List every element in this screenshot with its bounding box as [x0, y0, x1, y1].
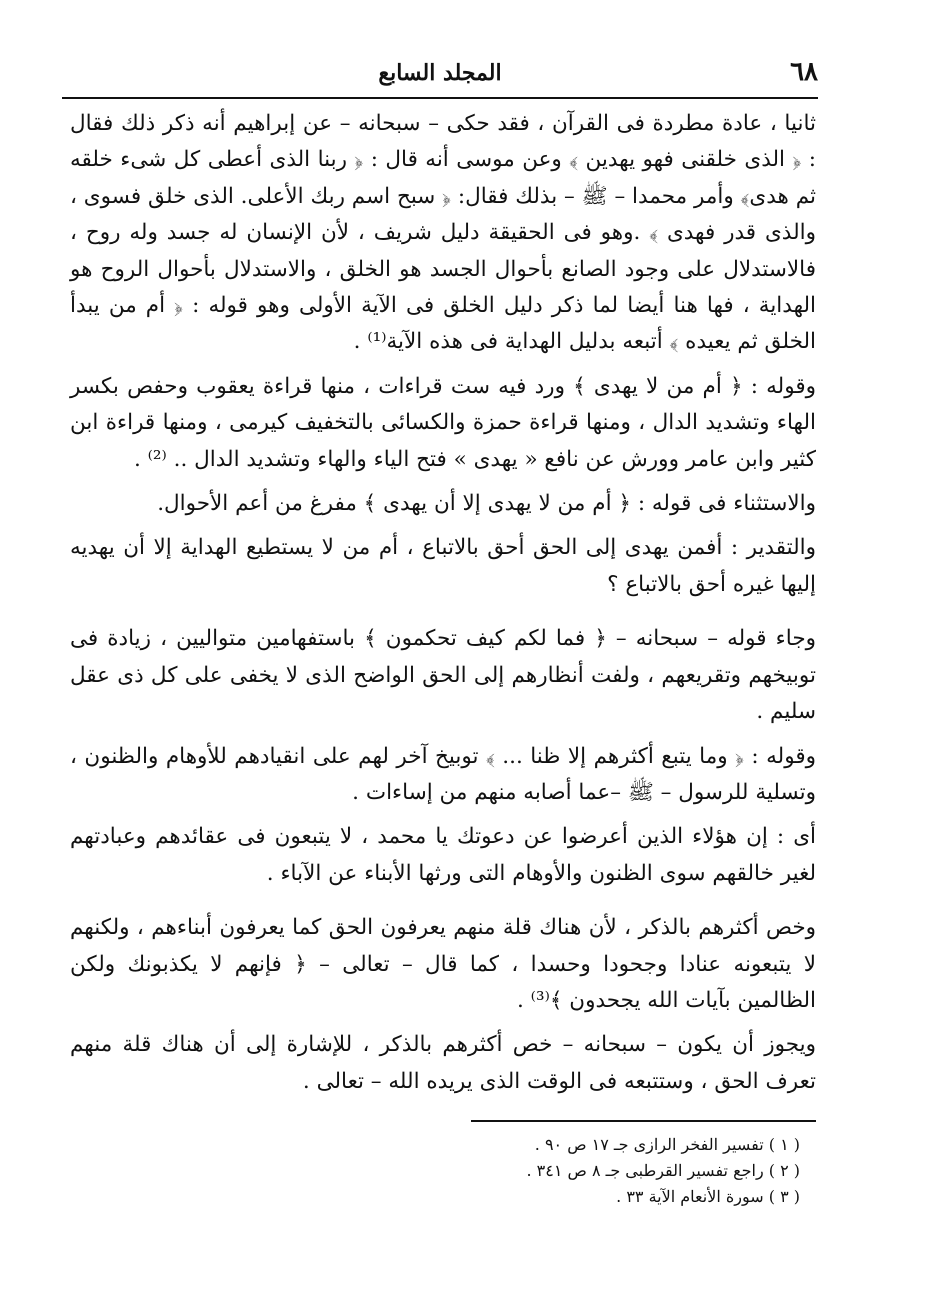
page-header	[62, 54, 818, 94]
paragraph-4: والتقدير : أفمن يهدى إلى الحق أحق بالاتباع ، أم من لا يستطيع الهداية إلا أن يهديه إليها غيره أحق بالاتباع ؟	[70, 535, 816, 597]
page-number: ٦٨	[790, 57, 818, 87]
paragraph-1: ثانيا ، عادة مطردة فى القرآن ، فقد حكى – سبحانه – عن إبراهيم أنه ذكر ذلك فقال : ﴿ الذى خلقنى فهو يهدين ﴾ وعن موسى أنه قال : ﴿ ربنا الذى أعطى كل شىء خلقه ثم هدى﴾ وأمر محمدا – ﷺ – بذلك فقال: ﴿ سبح اسم ربك الأعلى. الذى خلق فسوى ، والذى قدر فهدى ﴾ .وهو فى الحقيقة دليل شريف ، لأن الإنسان له جسد وله روح ، فالاستدلال على وجود الصانع بأحوال الجسد هو الخلق ، والاستدلال بأحوال الروح هو الهداية ، فها هنا أيضا لما ذكر دليل الخلق فى الآية الأولى وهو قوله : ﴿ أم من يبدأ الخلق ثم يعيده ﴾ أتبعه بدليل الهداية فى هذه الآية⁽¹⁾ .	[70, 111, 816, 355]
paragraph-3: والاستثناء فى قوله : ﴿ أم من لا يهدى إلا أن يهدى ﴾ مفرغ من أعم الأحوال.	[157, 491, 816, 517]
paragraph-9: ويجوز أن يكون – سبحانه – خص أكثرهم بالذكر ، للإشارة إلى أن هناك قلة منهم تعرف الحق ، وستتبعه فى الوقت الذى يريده الله – تعالى .	[70, 1032, 816, 1094]
paragraph-5: وجاء قوله – سبحانه – ﴿ فما لكم كيف تحكمون ﴾ باستفهامين متواليين ، زيادة فى توبيخهم وتقريعهم ، ولفت أنظارهم إلى الحق الواضح الذى لا يخفى على كل ذى عقل سليم .	[70, 626, 816, 725]
paragraph-6: وقوله : ﴿ وما يتبع أكثرهم إلا ظنا ... ﴾ توبيخ آخر لهم على انقيادهم للأوهام والظنون ، وتسلية للرسول – ﷺ –عما أصابه منهم من إساءات .	[70, 743, 816, 805]
paragraph-2: وقوله : ﴿ أم من لا يهدى ﴾ ورد فيه ست قراءات ، منها قراءة يعقوب وحفص بكسر الهاء وتشديد الدال ، ومنها قراءة حمزة والكسائى بالتخفيف كيرمى ، ومنها قراءة ابن كثير وابن عامر وورش عن نافع « يهدى » فتح الياء والهاء وتشديد الدال .. ⁽²⁾ .	[70, 373, 816, 472]
footnote-1: ( ١ ) تفسير الفخر الرازى جـ ١٧ ص ٩٠ .	[534, 1135, 800, 1154]
paragraph-7: أى : إن هؤلاء الذين أعرضوا عن دعوتك يا محمد ، لا يتبعون فى عقائدهم وعبادتهم لغير خالقهم سوى الظنون والأوهام التى ورثها الأبناء عن الآباء .	[70, 824, 816, 886]
footnotes	[300, 1132, 800, 1210]
body-text	[70, 106, 816, 1108]
footnote-3: ( ٣ ) سورة الأنعام الآية ٣٣ .	[616, 1187, 800, 1206]
paragraph-8: وخص أكثرهم بالذكر ، لأن هناك قلة منهم يعرفون الحق كما يعرفون أبناءهم ، ولكنهم لا يتبعونه عنادا وجحودا وحسدا ، كما قال – تعالى – ﴿ فإنهم لا يكذبونك ولكن الظالمين بآيات الله يجحدون ﴾⁽³⁾ .	[70, 915, 816, 1013]
footnote-divider	[471, 1120, 816, 1122]
footnote-2: ( ٢ ) راجع تفسير القرطبى جـ ٨ ص ٣٤١ .	[526, 1161, 800, 1180]
header-divider	[62, 97, 818, 99]
volume-title: المجلد السابع	[378, 60, 502, 86]
